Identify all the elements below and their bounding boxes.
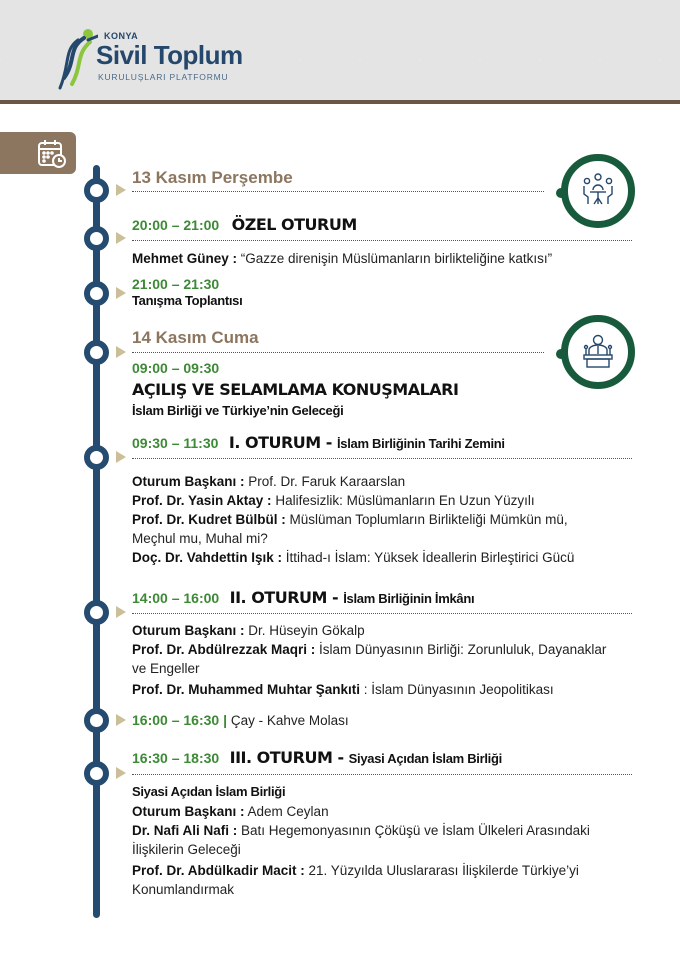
timeline-node	[84, 761, 109, 786]
logo	[58, 26, 258, 92]
timeline-node	[84, 340, 109, 365]
header-divider	[0, 100, 680, 104]
event-row	[132, 588, 474, 608]
talk-title: Adem Ceylan	[244, 804, 329, 819]
event-row	[132, 433, 505, 453]
talk-title: Konumlandırmak	[132, 882, 235, 897]
event-subtitle: İslam Birliğinin İmkânı	[343, 591, 475, 606]
event-title: AÇILIŞ VE SELAMLAMA KONUŞMALARI	[132, 380, 459, 399]
talk-title: Meçhul mu, Muhal mi?	[132, 531, 268, 546]
arrow-marker	[116, 767, 126, 779]
speaker-name: Prof. Dr. Yasin Aktay :	[132, 493, 272, 508]
speaker-line	[132, 641, 606, 659]
logo-mark-icon	[58, 26, 98, 92]
talk-title: İlişkilerin Geleceği	[132, 842, 241, 857]
arrow-marker	[116, 232, 126, 244]
calendar-tab	[0, 132, 76, 174]
talk-title: Halifesizlik: Müslümanların En Uzun Yüzyılı	[271, 493, 535, 508]
arrow-marker	[116, 287, 126, 299]
event-row	[132, 360, 219, 378]
event-title: II. OTURUM	[229, 588, 327, 607]
event-row	[132, 215, 357, 235]
event-title: Çay - Kahve Molası	[230, 713, 349, 728]
speaker-name: Prof. Dr. Muhammed Muhtar Şankıti	[132, 682, 364, 697]
event-subtitle: İslam Birliği ve Türkiye’nin Geleceği	[132, 403, 344, 418]
event-title: Tanışma Toplantısı	[132, 293, 243, 308]
event-dash: -	[320, 433, 337, 452]
speaker-name: Prof. Dr. Abdülrezzak Maqri :	[132, 642, 316, 657]
arrow-marker	[116, 606, 126, 618]
speaker-line	[132, 881, 234, 899]
speaker-name: Mehmet Güney :	[132, 251, 238, 266]
talk-title: İslam Dünyasının Birliği: Zorunluluk, Dayanaklar	[315, 642, 607, 657]
dotted-divider	[132, 774, 632, 775]
dotted-divider	[132, 613, 632, 614]
speaker-line	[132, 250, 552, 268]
speaker-line	[132, 549, 574, 567]
speaker-podium-icon	[580, 333, 616, 369]
speaker-line	[132, 473, 405, 491]
arrow-marker	[116, 184, 126, 196]
speaker-line	[132, 492, 535, 510]
event-time: 09:30 – 11:30	[132, 435, 219, 451]
event-time: 16:30 – 18:30	[132, 750, 220, 766]
timeline-node	[84, 281, 109, 306]
timeline-line	[93, 165, 100, 918]
event-row	[132, 712, 349, 730]
logo-city: KONYA	[104, 31, 139, 41]
talk-title: : İslam Dünyasının Jeopolitikası	[363, 682, 554, 697]
arrow-marker	[116, 714, 126, 726]
event-title: III. OTURUM	[229, 748, 333, 767]
speaker-name: Doç. Dr. Vahdettin Işık :	[132, 550, 283, 565]
timeline-node	[84, 445, 109, 470]
calendar-clock-icon	[36, 138, 68, 170]
speaker-line	[132, 660, 200, 678]
timeline-node	[84, 708, 109, 733]
event-subtitle: İslam Birliğinin Tarihi Zemini	[336, 436, 505, 451]
event-title: I. OTURUM	[228, 433, 321, 452]
event-time: 16:00 – 16:30	[132, 712, 220, 728]
arrow-marker	[116, 451, 126, 463]
day-title: 14 Kasım Cuma	[132, 328, 259, 347]
event-row	[132, 276, 219, 294]
logo-subtitle: KURULUŞLARI PLATFORMU	[98, 72, 229, 82]
arrow-marker	[116, 346, 126, 358]
event-dash: -	[332, 748, 349, 767]
meeting-table-icon	[580, 172, 616, 208]
event-time: 21:00 – 21:30	[132, 276, 220, 292]
talk-title: ve Engeller	[132, 661, 200, 676]
session-heading: Siyasi Açıdan İslam Birliği	[132, 784, 286, 799]
speaker-line	[132, 681, 554, 699]
event-time: 14:00 – 16:00	[132, 590, 220, 606]
logo-title: Sivil Toplum	[96, 40, 243, 70]
speaker-line	[132, 803, 329, 821]
speaker-name: Oturum Başkanı :	[132, 474, 245, 489]
timeline-node	[84, 226, 109, 251]
speaker-line	[132, 622, 365, 640]
dotted-divider	[132, 191, 544, 192]
event-subtitle: Siyasi Açıdan İslam Birliği	[348, 751, 502, 766]
speaker-line	[132, 530, 268, 548]
speaker-line	[132, 511, 568, 529]
talk-title: Dr. Hüseyin Gökalp	[244, 623, 365, 638]
badge-connector	[556, 188, 566, 198]
speaker-name: Oturum Başkanı :	[132, 804, 245, 819]
talk-title: Batı Hegemonyasının Çöküşü ve İslam Ülkeleri Arasındaki	[237, 823, 590, 838]
dotted-divider	[132, 352, 544, 353]
timeline-node	[84, 600, 109, 625]
badge-connector	[556, 349, 566, 359]
speaker-name: Prof. Dr. Kudret Bülbül :	[132, 512, 286, 527]
timeline-node	[84, 178, 109, 203]
event-title: ÖZEL OTURUM	[231, 215, 357, 234]
speaker-name: Prof. Dr. Abdülkadir Macit :	[132, 863, 305, 878]
talk-title: İttihad-ı İslam: Yüksek İdeallerin Birleştirici Gücü	[282, 550, 575, 565]
day-title: 13 Kasım Perşembe	[132, 168, 293, 187]
event-time: 09:00 – 09:30	[132, 360, 220, 376]
dotted-divider	[132, 240, 632, 241]
event-time: 20:00 – 21:00	[132, 217, 220, 233]
event-row	[132, 748, 502, 768]
event-dash: -	[326, 588, 344, 607]
speaker-line	[132, 862, 579, 880]
talk-title: Müslüman Toplumların Birlikteliği Mümkün mü,	[285, 512, 568, 527]
speaker-line	[132, 822, 590, 840]
speaker-line	[132, 841, 241, 859]
podium-icon-badge	[561, 315, 635, 389]
dotted-divider	[132, 458, 632, 459]
talk-title: “Gazze direnişin Müslümanların birlikteliğine katkısı”	[237, 251, 553, 266]
speaker-name: Oturum Başkanı :	[132, 623, 245, 638]
meeting-icon-badge	[561, 154, 635, 228]
header-banner	[0, 0, 680, 101]
talk-title: Prof. Dr. Faruk Karaarslan	[244, 474, 406, 489]
talk-title: 21. Yüzyılda Uluslararası İlişkilerde Türkiye’yi	[304, 863, 579, 878]
event-separator: |	[219, 712, 231, 728]
speaker-name: Dr. Nafi Ali Nafi :	[132, 823, 238, 838]
